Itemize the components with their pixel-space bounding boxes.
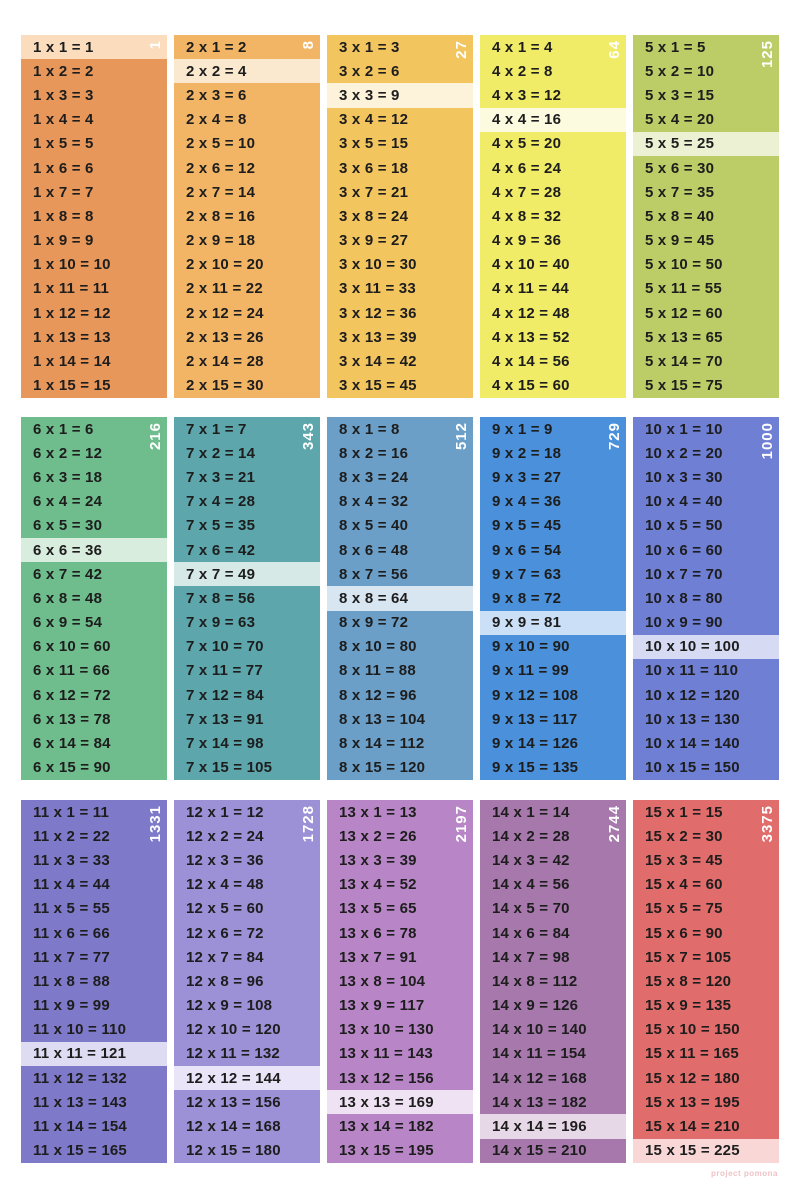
equation-row: 9 x 10 = 90 [492, 638, 570, 656]
equation-row: 12 x 5 = 60 [186, 900, 264, 918]
equation-row: 13 x 14 = 182 [339, 1118, 434, 1136]
equation-row: 6 x 4 = 24 [33, 493, 103, 511]
equation-row: 9 x 4 = 36 [492, 493, 562, 511]
cube-number-label: 125 [759, 40, 776, 69]
equation-row: 3 x 9 = 27 [339, 232, 409, 250]
equation-row: 2 x 2 = 4 [174, 59, 320, 83]
equation-row: 6 x 13 = 78 [33, 710, 111, 728]
equation-row: 15 x 12 = 180 [645, 1069, 740, 1087]
equation-row: 8 x 10 = 80 [339, 638, 417, 656]
equation-row: 14 x 2 = 28 [492, 827, 570, 845]
equation-row: 15 x 10 = 150 [645, 1021, 740, 1039]
times-table-5 [633, 35, 779, 398]
equation-row: 14 x 4 = 56 [492, 876, 570, 894]
equation-row: 13 x 4 = 52 [339, 876, 417, 894]
equation-row: 3 x 14 = 42 [339, 353, 417, 371]
cube-number-label: 512 [453, 422, 470, 451]
equation-row: 13 x 15 = 195 [339, 1142, 434, 1160]
equation-row: 12 x 1 = 12 [186, 803, 264, 821]
equation-row: 13 x 5 = 65 [339, 900, 417, 918]
equation-row: 15 x 2 = 30 [645, 827, 723, 845]
equation-row: 9 x 13 = 117 [492, 710, 578, 728]
equation-row: 9 x 9 = 81 [480, 611, 626, 635]
equation-row: 4 x 12 = 48 [492, 304, 570, 322]
equation-row: 14 x 10 = 140 [492, 1021, 587, 1039]
equation-row: 11 x 10 = 110 [33, 1021, 127, 1039]
equation-row: 7 x 9 = 63 [186, 614, 256, 632]
equation-row: 12 x 15 = 180 [186, 1142, 281, 1160]
equation-row: 11 x 8 = 88 [33, 972, 110, 990]
equation-row: 10 x 13 = 130 [645, 710, 740, 728]
equation-row: 12 x 6 = 72 [186, 924, 264, 942]
equation-row: 11 x 9 = 99 [33, 997, 110, 1015]
equation-row: 6 x 3 = 18 [33, 468, 103, 486]
equation-row: 8 x 12 = 96 [339, 686, 417, 704]
equation-row: 4 x 14 = 56 [492, 353, 570, 371]
equation-row: 7 x 14 = 98 [186, 735, 264, 753]
equation-row: 14 x 11 = 154 [492, 1045, 586, 1063]
equation-row: 1 x 4 = 4 [33, 111, 94, 129]
equation-row: 15 x 13 = 195 [645, 1093, 740, 1111]
equation-row: 5 x 9 = 45 [645, 232, 715, 250]
equation-row: 14 x 3 = 42 [492, 851, 570, 869]
equation-row: 5 x 2 = 10 [645, 62, 715, 80]
equation-row: 4 x 10 = 40 [492, 256, 570, 274]
equation-row: 11 x 6 = 66 [33, 924, 110, 942]
equation-row: 6 x 14 = 84 [33, 735, 111, 753]
equation-row: 15 x 1 = 15 [645, 803, 723, 821]
equation-row: 4 x 8 = 32 [492, 207, 562, 225]
equation-row: 3 x 11 = 33 [339, 280, 416, 298]
equation-row: 9 x 5 = 45 [492, 517, 562, 535]
equation-row: 5 x 8 = 40 [645, 207, 715, 225]
equation-row: 8 x 15 = 120 [339, 759, 426, 777]
times-table-11 [21, 800, 167, 1163]
equation-row: 6 x 12 = 72 [33, 686, 111, 704]
equation-row: 3 x 10 = 30 [339, 256, 417, 274]
equation-row: 8 x 9 = 72 [339, 614, 409, 632]
equation-row: 4 x 1 = 4 [492, 38, 553, 56]
equation-row: 10 x 7 = 70 [645, 565, 723, 583]
equation-row: 3 x 1 = 3 [339, 38, 400, 56]
equation-row: 12 x 8 = 96 [186, 972, 264, 990]
equation-row: 13 x 12 = 156 [339, 1069, 434, 1087]
equation-row: 11 x 5 = 55 [33, 900, 110, 918]
equation-row: 13 x 3 = 39 [339, 851, 417, 869]
equation-row: 12 x 11 = 132 [186, 1045, 280, 1063]
equation-row: 10 x 15 = 150 [645, 759, 740, 777]
equation-row: 15 x 4 = 60 [645, 876, 723, 894]
equation-row: 5 x 10 = 50 [645, 256, 723, 274]
equation-row: 11 x 15 = 165 [33, 1142, 127, 1160]
equation-row: 12 x 3 = 36 [186, 851, 264, 869]
equation-row: 7 x 11 = 77 [186, 662, 263, 680]
equation-row: 1 x 6 = 6 [33, 159, 94, 177]
equation-row: 11 x 11 = 121 [21, 1042, 167, 1066]
equation-row: 14 x 12 = 168 [492, 1069, 587, 1087]
equation-row: 14 x 6 = 84 [492, 924, 570, 942]
equation-row: 4 x 11 = 44 [492, 280, 569, 298]
equation-row: 6 x 8 = 48 [33, 589, 103, 607]
equation-row: 3 x 12 = 36 [339, 304, 417, 322]
equation-row: 12 x 10 = 120 [186, 1021, 281, 1039]
equation-row: 7 x 12 = 84 [186, 686, 264, 704]
equation-row: 1 x 10 = 10 [33, 256, 111, 274]
cube-number-label: 8 [300, 40, 317, 50]
equation-row: 3 x 15 = 45 [339, 377, 417, 395]
equation-row: 9 x 15 = 135 [492, 759, 579, 777]
times-table-13 [327, 800, 473, 1163]
equation-row: 10 x 14 = 140 [645, 735, 740, 753]
equation-row: 15 x 8 = 120 [645, 972, 732, 990]
equation-row: 1 x 1 = 1 [21, 35, 167, 59]
equation-row: 15 x 14 = 210 [645, 1118, 740, 1136]
equation-row: 2 x 9 = 18 [186, 232, 256, 250]
equation-row: 13 x 8 = 104 [339, 972, 426, 990]
equation-row: 4 x 15 = 60 [492, 377, 570, 395]
equation-row: 9 x 7 = 63 [492, 565, 562, 583]
equation-row: 6 x 10 = 60 [33, 638, 111, 656]
equation-row: 4 x 3 = 12 [492, 86, 562, 104]
equation-row: 8 x 3 = 24 [339, 468, 409, 486]
equation-row: 9 x 11 = 99 [492, 662, 569, 680]
equation-row: 15 x 5 = 75 [645, 900, 723, 918]
equation-row: 13 x 11 = 143 [339, 1045, 433, 1063]
cube-number-label: 343 [300, 422, 317, 451]
equation-row: 14 x 9 = 126 [492, 997, 579, 1015]
equation-row: 3 x 4 = 12 [339, 111, 409, 129]
equation-row: 2 x 10 = 20 [186, 256, 264, 274]
equation-row: 2 x 14 = 28 [186, 353, 264, 371]
equation-row: 8 x 5 = 40 [339, 517, 409, 535]
times-table-15 [633, 800, 779, 1163]
times-table-1 [21, 35, 167, 398]
equation-row: 6 x 1 = 6 [33, 420, 94, 438]
times-table-8 [327, 417, 473, 780]
equation-row: 5 x 12 = 60 [645, 304, 723, 322]
equation-row: 1 x 8 = 8 [33, 207, 94, 225]
cube-number-label: 27 [453, 40, 470, 59]
equation-row: 4 x 4 = 16 [480, 108, 626, 132]
times-table-3 [327, 35, 473, 398]
equation-row: 10 x 1 = 10 [645, 420, 723, 438]
cube-number-label: 1000 [759, 422, 776, 460]
times-table-7 [174, 417, 320, 780]
equation-row: 5 x 15 = 75 [645, 377, 723, 395]
cube-number-label: 1331 [147, 805, 164, 843]
equation-row: 5 x 5 = 25 [633, 132, 779, 156]
equation-row: 8 x 1 = 8 [339, 420, 400, 438]
equation-row: 10 x 11 = 110 [645, 662, 739, 680]
equation-row: 13 x 13 = 169 [327, 1090, 473, 1114]
equation-row: 3 x 8 = 24 [339, 207, 409, 225]
times-table-9 [480, 417, 626, 780]
times-table-6 [21, 417, 167, 780]
equation-row: 6 x 15 = 90 [33, 759, 111, 777]
equation-row: 1 x 11 = 11 [33, 280, 110, 298]
equation-row: 10 x 10 = 100 [633, 635, 779, 659]
equation-row: 15 x 11 = 165 [645, 1045, 739, 1063]
equation-row: 7 x 4 = 28 [186, 493, 256, 511]
equation-row: 10 x 3 = 30 [645, 468, 723, 486]
equation-row: 5 x 13 = 65 [645, 328, 723, 346]
cube-number-label: 64 [606, 40, 623, 59]
equation-row: 6 x 7 = 42 [33, 565, 103, 583]
equation-row: 9 x 3 = 27 [492, 468, 562, 486]
equation-row: 9 x 14 = 126 [492, 735, 579, 753]
cube-number-label: 729 [606, 422, 623, 451]
equation-row: 15 x 6 = 90 [645, 924, 723, 942]
equation-row: 5 x 11 = 55 [645, 280, 722, 298]
equation-row: 8 x 11 = 88 [339, 662, 416, 680]
equation-row: 8 x 2 = 16 [339, 444, 409, 462]
equation-row: 8 x 14 = 112 [339, 735, 425, 753]
equation-row: 3 x 5 = 15 [339, 135, 409, 153]
equation-row: 1 x 7 = 7 [33, 183, 94, 201]
equation-row: 10 x 2 = 20 [645, 444, 723, 462]
tables-band-3 [21, 800, 779, 1163]
equation-row: 5 x 14 = 70 [645, 353, 723, 371]
equation-row: 7 x 7 = 49 [174, 562, 320, 586]
equation-row: 3 x 2 = 6 [339, 62, 400, 80]
tables-band-1 [21, 35, 779, 398]
equation-row: 3 x 7 = 21 [339, 183, 409, 201]
equation-row: 5 x 7 = 35 [645, 183, 715, 201]
equation-row: 2 x 3 = 6 [186, 86, 247, 104]
equation-row: 3 x 13 = 39 [339, 328, 417, 346]
equation-row: 2 x 6 = 12 [186, 159, 256, 177]
equation-row: 6 x 9 = 54 [33, 614, 103, 632]
times-table-10 [633, 417, 779, 780]
equation-row: 7 x 1 = 7 [186, 420, 247, 438]
equation-row: 2 x 1 = 2 [186, 38, 247, 56]
equation-row: 11 x 2 = 22 [33, 827, 110, 845]
equation-row: 1 x 2 = 2 [33, 62, 94, 80]
equation-row: 13 x 7 = 91 [339, 948, 417, 966]
equation-row: 14 x 15 = 210 [492, 1142, 587, 1160]
equation-row: 9 x 12 = 108 [492, 686, 579, 704]
equation-row: 7 x 2 = 14 [186, 444, 256, 462]
equation-row: 2 x 4 = 8 [186, 111, 247, 129]
times-table-12 [174, 800, 320, 1163]
cube-number-label: 3375 [759, 805, 776, 843]
equation-row: 8 x 4 = 32 [339, 493, 409, 511]
equation-row: 5 x 1 = 5 [645, 38, 706, 56]
equation-row: 2 x 5 = 10 [186, 135, 256, 153]
equation-row: 1 x 15 = 15 [33, 377, 111, 395]
equation-row: 13 x 1 = 13 [339, 803, 417, 821]
equation-row: 12 x 7 = 84 [186, 948, 264, 966]
equation-row: 1 x 3 = 3 [33, 86, 94, 104]
equation-row: 2 x 7 = 14 [186, 183, 256, 201]
equation-row: 3 x 3 = 9 [327, 83, 473, 107]
equation-row: 6 x 5 = 30 [33, 517, 103, 535]
equation-row: 10 x 8 = 80 [645, 589, 723, 607]
equation-row: 13 x 2 = 26 [339, 827, 417, 845]
equation-row: 11 x 7 = 77 [33, 948, 110, 966]
equation-row: 15 x 7 = 105 [645, 948, 732, 966]
equation-row: 8 x 13 = 104 [339, 710, 426, 728]
equation-row: 6 x 6 = 36 [21, 538, 167, 562]
equation-row: 8 x 6 = 48 [339, 541, 409, 559]
equation-row: 14 x 1 = 14 [492, 803, 570, 821]
tables-band-2 [21, 417, 779, 780]
watermark: project pomona [710, 1169, 778, 1178]
equation-row: 6 x 2 = 12 [33, 444, 103, 462]
equation-row: 11 x 4 = 44 [33, 876, 110, 894]
equation-row: 11 x 3 = 33 [33, 851, 110, 869]
equation-row: 12 x 14 = 168 [186, 1118, 281, 1136]
equation-row: 11 x 1 = 11 [33, 803, 110, 821]
equation-row: 12 x 9 = 108 [186, 997, 273, 1015]
equation-row: 14 x 8 = 112 [492, 972, 578, 990]
equation-row: 12 x 12 = 144 [174, 1066, 320, 1090]
equation-row: 4 x 6 = 24 [492, 159, 562, 177]
equation-row: 5 x 6 = 30 [645, 159, 715, 177]
times-table-14 [480, 800, 626, 1163]
equation-row: 14 x 13 = 182 [492, 1093, 587, 1111]
equation-row: 15 x 9 = 135 [645, 997, 732, 1015]
equation-row: 7 x 6 = 42 [186, 541, 256, 559]
cube-number-label: 216 [147, 422, 164, 451]
equation-row: 11 x 12 = 132 [33, 1069, 127, 1087]
equation-row: 7 x 3 = 21 [186, 468, 256, 486]
equation-row: 3 x 6 = 18 [339, 159, 409, 177]
equation-row: 7 x 13 = 91 [186, 710, 264, 728]
equation-row: 13 x 6 = 78 [339, 924, 417, 942]
equation-row: 14 x 7 = 98 [492, 948, 570, 966]
equation-row: 7 x 5 = 35 [186, 517, 256, 535]
equation-row: 4 x 9 = 36 [492, 232, 562, 250]
equation-row: 1 x 13 = 13 [33, 328, 111, 346]
equation-row: 10 x 12 = 120 [645, 686, 740, 704]
equation-row: 7 x 10 = 70 [186, 638, 264, 656]
equation-row: 11 x 14 = 154 [33, 1118, 127, 1136]
equation-row: 2 x 8 = 16 [186, 207, 256, 225]
equation-row: 15 x 15 = 225 [633, 1139, 779, 1163]
equation-row: 11 x 13 = 143 [33, 1093, 127, 1111]
equation-row: 12 x 2 = 24 [186, 827, 264, 845]
equation-row: 2 x 12 = 24 [186, 304, 264, 322]
equation-row: 4 x 13 = 52 [492, 328, 570, 346]
equation-row: 14 x 14 = 196 [480, 1114, 626, 1138]
equation-row: 10 x 4 = 40 [645, 493, 723, 511]
equation-row: 4 x 5 = 20 [492, 135, 562, 153]
equation-row: 7 x 15 = 105 [186, 759, 273, 777]
equation-row: 8 x 8 = 64 [327, 586, 473, 610]
equation-row: 10 x 5 = 50 [645, 517, 723, 535]
equation-row: 13 x 9 = 117 [339, 997, 425, 1015]
equation-row: 5 x 3 = 15 [645, 86, 715, 104]
cube-number-label: 1728 [300, 805, 317, 843]
equation-row: 12 x 13 = 156 [186, 1093, 281, 1111]
equation-row: 1 x 14 = 14 [33, 353, 111, 371]
equation-row: 14 x 5 = 70 [492, 900, 570, 918]
equation-row: 2 x 13 = 26 [186, 328, 264, 346]
equation-row: 1 x 12 = 12 [33, 304, 111, 322]
equation-row: 4 x 7 = 28 [492, 183, 562, 201]
equation-row: 7 x 8 = 56 [186, 589, 256, 607]
equation-row: 9 x 8 = 72 [492, 589, 562, 607]
equation-row: 2 x 11 = 22 [186, 280, 263, 298]
equation-row: 13 x 10 = 130 [339, 1021, 434, 1039]
equation-row: 5 x 4 = 20 [645, 111, 715, 129]
cube-number-label: 1 [147, 40, 164, 50]
equation-row: 9 x 2 = 18 [492, 444, 562, 462]
equation-row: 1 x 9 = 9 [33, 232, 94, 250]
times-table-4 [480, 35, 626, 398]
equation-row: 10 x 9 = 90 [645, 614, 723, 632]
equation-row: 15 x 3 = 45 [645, 851, 723, 869]
equation-row: 1 x 5 = 5 [33, 135, 94, 153]
equation-row: 12 x 4 = 48 [186, 876, 264, 894]
times-table-2 [174, 35, 320, 398]
equation-row: 9 x 6 = 54 [492, 541, 562, 559]
equation-row: 9 x 1 = 9 [492, 420, 553, 438]
cube-number-label: 2744 [606, 805, 623, 843]
equation-row: 6 x 11 = 66 [33, 662, 110, 680]
cube-number-label: 2197 [453, 805, 470, 843]
equation-row: 10 x 6 = 60 [645, 541, 723, 559]
equation-row: 8 x 7 = 56 [339, 565, 409, 583]
equation-row: 2 x 15 = 30 [186, 377, 264, 395]
equation-row: 4 x 2 = 8 [492, 62, 553, 80]
